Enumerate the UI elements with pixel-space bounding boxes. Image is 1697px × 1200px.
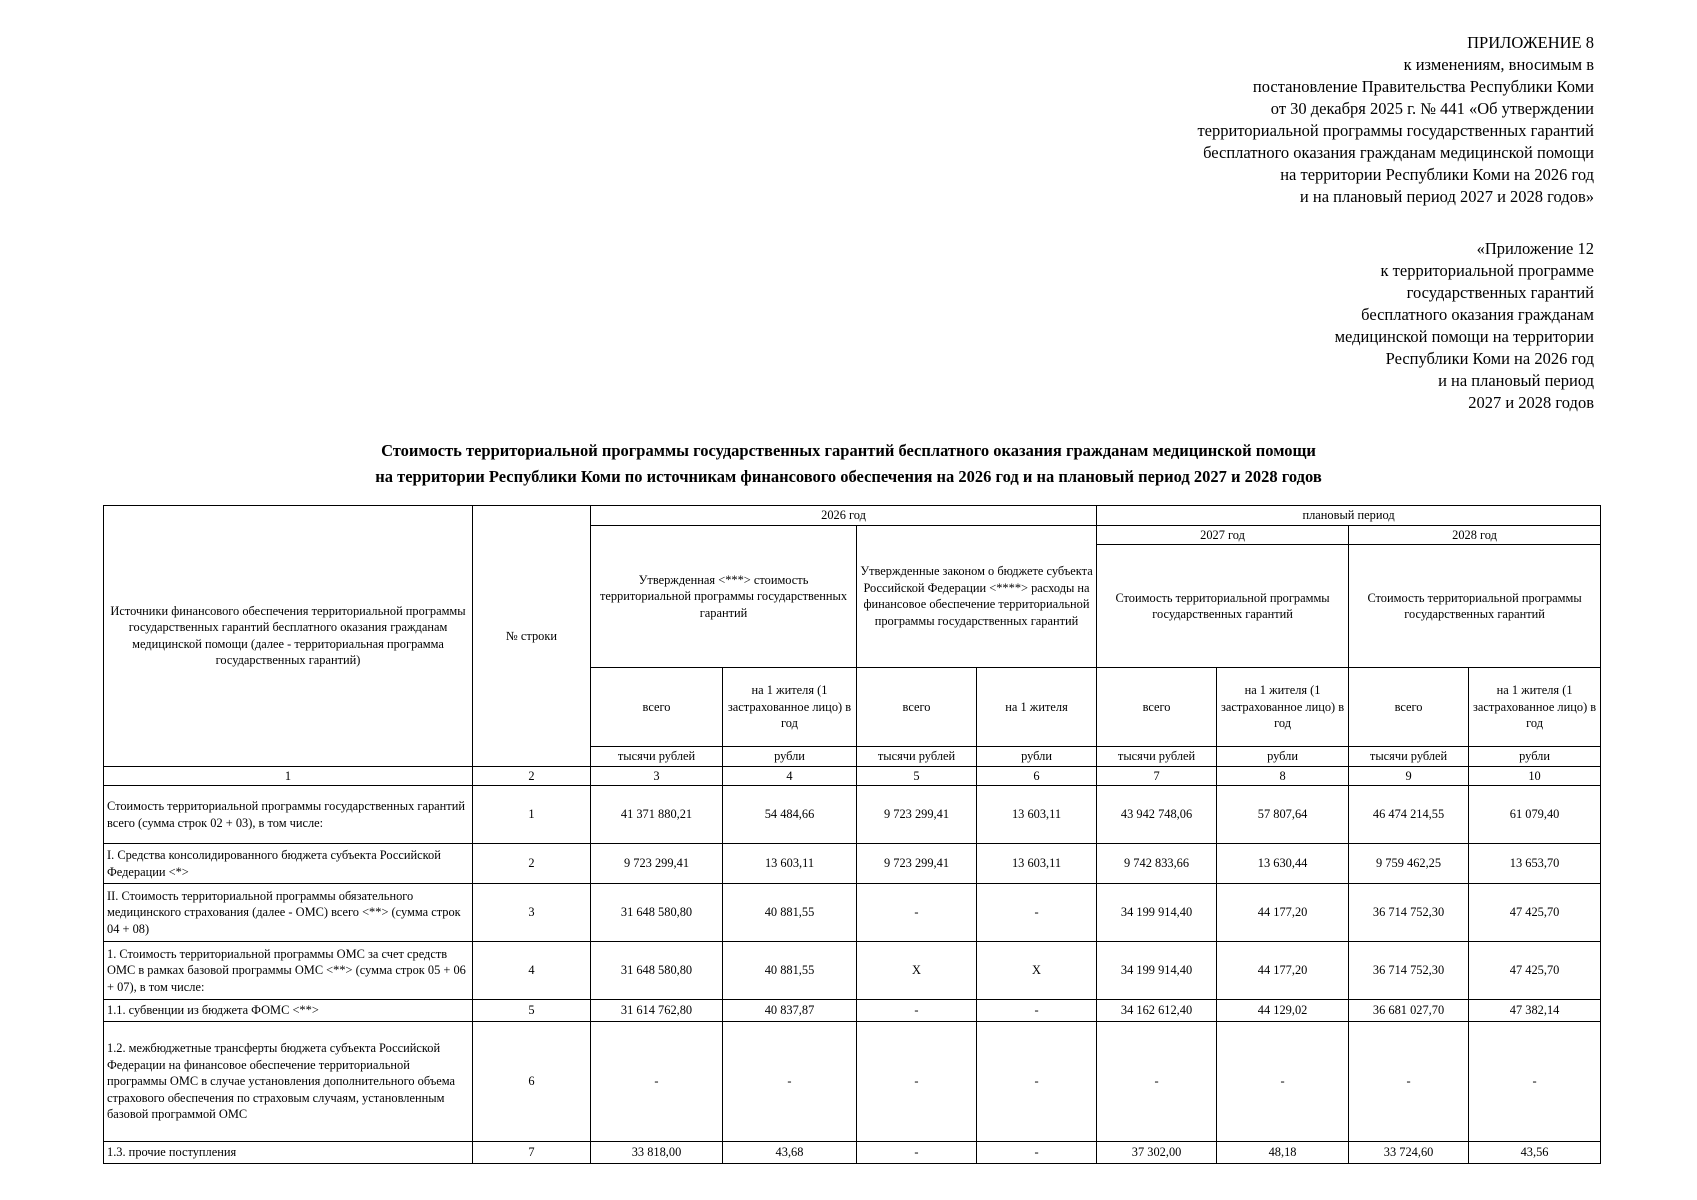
header-source: Источники финансового обеспечения территориальной программы государственных гарантий бесплатного оказания гражданам медицинской помощи (далее - территориальная программа государственных гарантий) [104, 506, 473, 767]
row-value: X [977, 942, 1097, 1000]
row-value: 47 425,70 [1469, 884, 1601, 942]
row-value: - [857, 1000, 977, 1022]
row-value: 61 079,40 [1469, 786, 1601, 844]
row-value: 43,68 [723, 1142, 857, 1164]
column-number: 4 [723, 766, 857, 786]
appendix-header-line: государственных гарантий [1406, 283, 1594, 302]
row-value: - [1217, 1022, 1349, 1142]
row-source: 1.1. субвенции из бюджета ФОМС <**> [104, 1000, 473, 1022]
header-unit: тысячи рублей [1349, 747, 1469, 767]
appendix-header-line: бесплатного оказания гражданам [1361, 305, 1594, 324]
header-cost-2027: Стоимость территориальной программы государственных гарантий [1097, 545, 1349, 668]
row-value: - [591, 1022, 723, 1142]
header-unit: рубли [1217, 747, 1349, 767]
column-number: 5 [857, 766, 977, 786]
row-source: II. Стоимость территориальной программы обязательного медицинского страхования (далее - ОМС) всего <**> (сумма строк 04 + 08) [104, 884, 473, 942]
column-number: 1 [104, 766, 473, 786]
row-number: 6 [473, 1022, 591, 1142]
header-total: всего [1349, 668, 1469, 747]
document-title-line-2: на территории Республики Коми по источникам финансового обеспечения на 2026 год и на плановый период 2027 и 2028 годов [375, 467, 1322, 486]
table-row [104, 1000, 1601, 1022]
header-total: всего [1097, 668, 1217, 747]
row-source: 1. Стоимость территориальной программы ОМС за счет средств ОМС в рамках базовой программы ОМС <**> (сумма строк 05 + 06 + 07), в том числе: [104, 942, 473, 1000]
appendix-header-line: «Приложение 12 [1476, 239, 1594, 258]
row-value: 34 199 914,40 [1097, 884, 1217, 942]
document-title-line-1: Стоимость территориальной программы государственных гарантий бесплатного оказания гражданам медицинской помощи [381, 441, 1316, 460]
annex-header-line: и на плановый период 2027 и 2028 годов» [1299, 187, 1594, 206]
column-number: 10 [1469, 766, 1601, 786]
header-unit: тысячи рублей [857, 747, 977, 767]
row-number: 4 [473, 942, 591, 1000]
header-per-insured: на 1 жителя (1 застрахованное лицо) в год [1469, 668, 1601, 747]
row-value: X [857, 942, 977, 1000]
row-value: 13 630,44 [1217, 844, 1349, 884]
row-value: - [1097, 1022, 1217, 1142]
row-value: 48,18 [1217, 1142, 1349, 1164]
header-approved-budget: Утвержденные законом о бюджете субъекта Российской Федерации <****> расходы на финансовое обеспечение территориальной программы государственных гарантий [857, 525, 1097, 668]
header-per-insured: на 1 жителя (1 застрахованное лицо) в год [723, 668, 857, 747]
header-unit: рубли [977, 747, 1097, 767]
row-value: 44 177,20 [1217, 884, 1349, 942]
row-value: 33 818,00 [591, 1142, 723, 1164]
row-value: - [857, 1142, 977, 1164]
table-row [104, 942, 1601, 1000]
row-source: 1.2. межбюджетные трансферты бюджета субъекта Российской Федерации на финансовое обеспечение территориальной программы ОМС в случае установления дополнительного объема страхового обеспечения по страховым случаям, установленным базовой программой ОМС [104, 1022, 473, 1142]
row-value: 13 603,11 [977, 786, 1097, 844]
row-value: 36 681 027,70 [1349, 1000, 1469, 1022]
row-value: 37 302,00 [1097, 1142, 1217, 1164]
row-value: 40 881,55 [723, 884, 857, 942]
row-value: 47 425,70 [1469, 942, 1601, 1000]
column-number: 6 [977, 766, 1097, 786]
column-number: 2 [473, 766, 591, 786]
row-value: - [857, 884, 977, 942]
header-total: всего [857, 668, 977, 747]
row-value: 34 199 914,40 [1097, 942, 1217, 1000]
row-value: 9 742 833,66 [1097, 844, 1217, 884]
header-unit: тысячи рублей [1097, 747, 1217, 767]
table-row [104, 844, 1601, 884]
row-value: 36 714 752,30 [1349, 884, 1469, 942]
annex-header-line: на территории Республики Коми на 2026 год [1280, 165, 1594, 184]
row-value: 46 474 214,55 [1349, 786, 1469, 844]
row-source: I. Средства консолидированного бюджета субъекта Российской Федерации <*> [104, 844, 473, 884]
annex-header-line: территориальной программы государственных гарантий [1197, 121, 1594, 140]
header-unit: рубли [1469, 747, 1601, 767]
appendix-header-line: к территориальной программе [1380, 261, 1594, 280]
appendix-header-line: Республики Коми на 2026 год [1385, 349, 1594, 368]
table-row [104, 884, 1601, 942]
row-value: 31 648 580,80 [591, 884, 723, 942]
row-value: - [1349, 1022, 1469, 1142]
table-row [104, 786, 1601, 844]
row-value: 9 723 299,41 [857, 844, 977, 884]
row-number: 3 [473, 884, 591, 942]
row-value: 9 723 299,41 [857, 786, 977, 844]
header-per-insured: на 1 жителя (1 застрахованное лицо) в год [1217, 668, 1349, 747]
row-value: - [977, 884, 1097, 942]
header-year-2026: 2026 год [591, 506, 1097, 526]
column-number: 9 [1349, 766, 1469, 786]
header-cost-2028: Стоимость территориальной программы государственных гарантий [1349, 545, 1601, 668]
appendix-header-line: 2027 и 2028 годов [1468, 393, 1594, 412]
row-value: - [977, 1000, 1097, 1022]
row-value: 44 129,02 [1217, 1000, 1349, 1022]
row-number: 7 [473, 1142, 591, 1164]
header-row-number: № строки [473, 506, 591, 767]
header-unit: тысячи рублей [591, 747, 723, 767]
header-year-2027: 2027 год [1097, 525, 1349, 545]
row-value: 33 724,60 [1349, 1142, 1469, 1164]
row-value: 31 648 580,80 [591, 942, 723, 1000]
row-value: - [723, 1022, 857, 1142]
header-row-years [104, 506, 1601, 526]
annex-header [1197, 32, 1594, 208]
annex-header-line: от 30 декабря 2025 г. № 441 «Об утверждении [1270, 99, 1594, 118]
header-planned-period: плановый период [1097, 506, 1601, 526]
row-source: Стоимость территориальной программы государственных гарантий всего (сумма строк 02 + 03), в том числе: [104, 786, 473, 844]
table-row [104, 1022, 1601, 1142]
row-value: - [1469, 1022, 1601, 1142]
row-value: 57 807,64 [1217, 786, 1349, 844]
row-value: - [977, 1022, 1097, 1142]
row-source: 1.3. прочие поступления [104, 1142, 473, 1164]
row-value: 13 653,70 [1469, 844, 1601, 884]
row-value: 54 484,66 [723, 786, 857, 844]
row-value: 47 382,14 [1469, 1000, 1601, 1022]
row-number: 1 [473, 786, 591, 844]
header-row-column-numbers [104, 766, 1601, 786]
row-value: 43,56 [1469, 1142, 1601, 1164]
row-value: 40 837,87 [723, 1000, 857, 1022]
header-approved-cost: Утвержденная <***> стоимость территориальной программы государственных гарантий [591, 525, 857, 668]
header-year-2028: 2028 год [1349, 525, 1601, 545]
row-value: - [857, 1022, 977, 1142]
row-value: 9 759 462,25 [1349, 844, 1469, 884]
row-value: 34 162 612,40 [1097, 1000, 1217, 1022]
annex-header-line: постановление Правительства Республики Коми [1252, 77, 1594, 96]
cost-table [103, 505, 1601, 1164]
column-number: 7 [1097, 766, 1217, 786]
row-value: 13 603,11 [723, 844, 857, 884]
annex-header-line: бесплатного оказания гражданам медицинской помощи [1203, 143, 1594, 162]
row-value: - [977, 1142, 1097, 1164]
row-number: 5 [473, 1000, 591, 1022]
row-value: 36 714 752,30 [1349, 942, 1469, 1000]
table-row [104, 1142, 1601, 1164]
column-number: 8 [1217, 766, 1349, 786]
row-value: 40 881,55 [723, 942, 857, 1000]
header-per-resident: на 1 жителя [977, 668, 1097, 747]
document-title [0, 438, 1697, 490]
header-unit: рубли [723, 747, 857, 767]
appendix-header-line: и на плановый период [1438, 371, 1594, 390]
annex-header-line: ПРИЛОЖЕНИЕ 8 [1467, 33, 1594, 52]
row-value: 44 177,20 [1217, 942, 1349, 1000]
row-value: 13 603,11 [977, 844, 1097, 884]
row-value: 9 723 299,41 [591, 844, 723, 884]
appendix-header [1335, 238, 1594, 414]
row-value: 43 942 748,06 [1097, 786, 1217, 844]
row-value: 31 614 762,80 [591, 1000, 723, 1022]
appendix-header-line: медицинской помощи на территории [1334, 327, 1594, 346]
annex-header-line: к изменениям, вносимым в [1403, 55, 1594, 74]
row-value: 41 371 880,21 [591, 786, 723, 844]
column-number: 3 [591, 766, 723, 786]
row-number: 2 [473, 844, 591, 884]
header-total: всего [591, 668, 723, 747]
